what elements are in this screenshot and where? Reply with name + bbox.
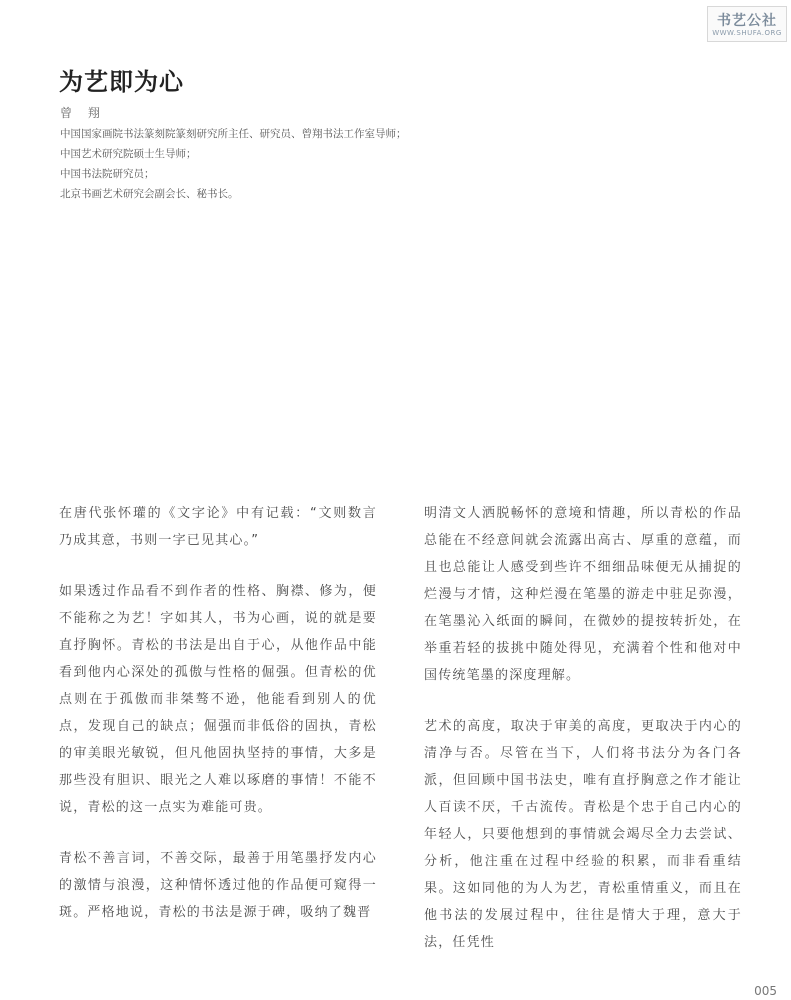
body-paragraph: 在唐代张怀瓘的《文字论》中有记载：“文则数言乃成其意，书则一字已见其心。” [59,506,377,548]
author-bio [60,124,407,204]
body-paragraph: 如果透过作品看不到作者的性格、胸襟、修为，便不能称之为艺！字如其人，书为心画，说的就是要直抒胸怀。青松的书法是出自于心，从他作品中能看到他内心深处的孤傲与性格的倔强。但青松的优点则在于孤傲而非桀骜不逊，他能看到别人的优点，发现自己的缺点；倔强而非低俗的固执，青松的审美眼光敏锐，但凡他固执坚持的事情，大多是那些没有胆识、眼光之人难以琢磨的事情！不能不说，青松的这一点实为难能可贵。 [59,584,377,815]
bio-line: 中国艺术研究院硕士生导师； [60,148,197,160]
body-paragraph: 明清文人洒脱畅怀的意境和情趣，所以青松的作品总能在不经意间就会流露出高古、厚重的意蕴，而且也总能让人感受到些许不细细品味便无从捕捉的烂漫与才情，这种烂漫在笔墨的游走中驻足弥漫，在笔墨沁入纸面的瞬间，在微妙的提按转折处，在举重若轻的拔挑中随处得见，充满着个性和他对中国传统笔墨的深度理解。 [424,506,742,683]
body-paragraph: 艺术的高度，取决于审美的高度，更取决于内心的清净与否。尽管在当下，人们将书法分为各门各派，但回顾中国书法史，唯有直抒胸意之作才能让人百读不厌，千古流传。青松是个忠于自己内心的年轻人，只要他想到的事情就会竭尽全力去尝试、分析，他注重在过程中经验的积累，而非看重结果。这如同他的为人为艺，青松重情重义，而且在他书法的发展过程中，往往是情大于理，意大于法，任凭性 [424,719,742,950]
article-title: 为艺即为心 [59,67,184,96]
body-paragraph: 青松不善言词，不善交际，最善于用笔墨抒发内心的激情与浪漫，这种情怀透过他的作品便可窥得一斑。严格地说，青松的书法是源于碑，吸纳了魏晋 [59,851,377,920]
page-number: 005 [754,984,777,998]
body-column-right [424,500,742,980]
watermark-url-text: WWW.SHUFA.ORG [712,29,782,37]
bio-line: 中国书法院研究员； [60,168,155,180]
site-watermark-logo [707,6,787,42]
bio-line: 北京书画艺术研究会副会长、秘书长。 [60,188,239,200]
bio-line: 中国国家画院书法篆刻院篆刻研究所主任、研究员、曾翔书法工作室导师； [60,128,407,140]
author-name: 曾 翔 [60,106,106,120]
body-column-left [59,500,377,950]
watermark-logo-text: 书艺公社 [717,13,777,29]
